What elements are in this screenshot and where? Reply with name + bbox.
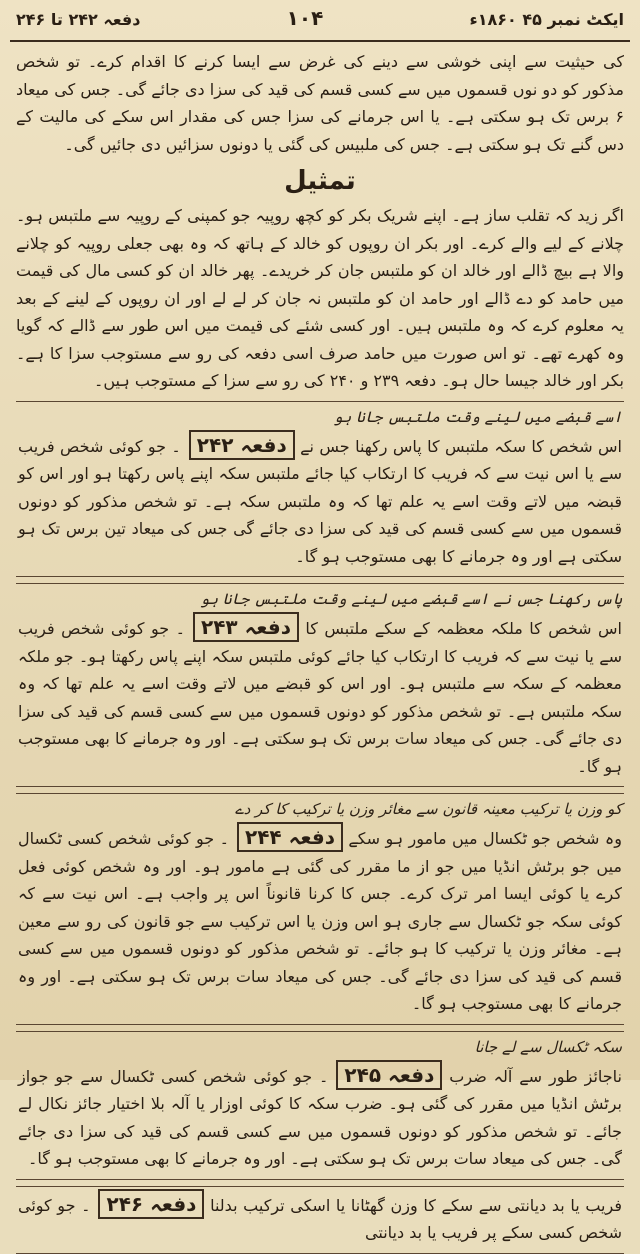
section-number: دفعہ ۲۴۵ xyxy=(336,1060,442,1090)
section-marginal-note: اس شخص کا سکہ ملتبس کا پاس رکھنا جس نے xyxy=(300,436,622,456)
illustration-paragraph: اگر زید کہ تقلب ساز ہے۔ اپنے شریک بکر کو کچھ روپیہ جو کمپنی کے روپیہ سے ملتبس ہو۔ چلانے کے لیے والے کرے۔ اور بکر ان روپوں کو خالد کے ہاتھ کہ وہ بھی جعلی روپیہ کو چلانے والا ہے بیچ ڈالے اور خالد ان کو ملتبس جان کر خریدے۔ پھر خالد ان کو کسی مال کی قیمت میں حامد کو دے ڈالے اور حامد ان کو ملتبس نہ جان کر لے لے اور ان روپوں کے لینے کے بعد یہ معلوم کرے کہ وہ ملتبس ہیں۔ اور کسی شئے کی قیمت میں اس طور سے ڈالے کہ گویا وہ کھرے تھے۔ تو اس صورت میں حامد صرف اسی دفعہ کی رو سے مستوجب سزا کا ہے۔ بکر اور خالد جیسا حال ہو۔ دفعہ ۲۳۹ و ۲۴۰ کی رو سے سزا کے مستوجب ہیں۔ xyxy=(16,206,624,390)
section-block xyxy=(16,1186,624,1254)
section-text: ۔ جو کوئی شخص فریب سے یا نیت سے کہ فریب کا ارتکاب کیا جائے کوئی ملتبس سکہ اپنے پاس رکھتا ہو۔ جو ملکہ معظمہ کے سکہ سے ملتبس ہو۔ اور اس کو قبضے میں لاتے وقت اسے یہ علم تھا کہ وہ سکہ ملتبس ہے۔ تو شخص مذکور کو دونوں قسموں میں سے کسی قسم کی قید کی سزا دی جائے گی۔ جس کی میعاد سات برس تک ہو سکتی ہے۔ اور وہ جرمانے کا بھی مستوجب ہو گا۔ xyxy=(18,619,622,776)
section-block xyxy=(16,793,624,1025)
section-paragraph xyxy=(18,430,622,571)
page-header xyxy=(10,6,630,42)
section-number: دفعہ ۲۴۲ xyxy=(189,430,295,460)
section-marginal-note-continued: کو وزن یا ترکیب معینہ قانون سے مغائر وزن یا ترکیب کا کر دے xyxy=(234,800,622,818)
intro-paragraph: کی حیثیت سے اپنی خوشی سے دینے کی غرض سے ایسا کرنے کا اقدام کرے۔ تو شخص مذکور کو دو نوں قسموں میں سے کسی قسم کی قید کی سزا دی جائے گی۔ جس کی میعاد ۶ برس تک ہو سکتی ہے۔ یا اس جرمانے کی سزا جس کی مقدار اس سکے کی مالیت کے دس گنے تک ہو سکتی ہے۔ جس کی ملبیس کی گئی یا دونوں سزائیں دی جائیں گی۔ xyxy=(16,52,624,154)
section-block xyxy=(16,1031,624,1180)
section-number: دفعہ ۲۴۶ xyxy=(98,1189,204,1219)
section-number: دفعہ ۲۴۴ xyxy=(237,822,343,852)
section-number: دفعہ ۲۴۳ xyxy=(193,612,299,642)
section-marginal-note: اس شخص کا ملکہ معظمہ کے سکے ملتبس کا xyxy=(305,619,622,638)
illustration-heading: تمثیل xyxy=(284,166,356,196)
section-marginal-note-continued: پاس رکھنا جس نے اسے قبضے میں لینے وقت ملتبس جانا ہو xyxy=(200,590,622,608)
section-text: ۔ جو کوئی شخص فریب سے یا اس نیت سے کہ فریب کا ارتکاب کیا جائے ملتبس سکہ اپنے پاس رکھتا ہو اور اس کو قبضہ میں لاتے وقت اسے یہ علم تھا کہ وہ ملتبس سکہ ہے۔ تو شخص مذکور کو دونوں قسموں میں سے کسی قسم کی قید کی سزا دی جائے گی جس کی میعاد تین برس تک ہو سکتی ہے اور وہ جرمانے کا بھی مستوجب ہو گا۔ xyxy=(18,436,622,566)
header-act-title: ایکٹ نمبر ۴۵ ۱۸۶۰ء xyxy=(469,10,624,29)
page-number: ۱۰۴ xyxy=(286,6,324,30)
section-marginal-note-continued: سکہ ٹکسال سے لے جانا xyxy=(474,1037,622,1056)
section-block xyxy=(16,401,624,578)
section-marginal-note: ناجائز طور سے آلہ ضرب xyxy=(449,1066,623,1086)
section-paragraph xyxy=(18,1060,622,1173)
section-paragraph xyxy=(18,822,622,1018)
section-paragraph xyxy=(18,1189,622,1247)
section-paragraph xyxy=(18,612,622,780)
section-marginal-note-continued: اسے قبضے میں لینے وقت ملتبس جانا ہو xyxy=(333,407,622,426)
section-block xyxy=(16,583,624,787)
section-text: ۔ جو کوئی شخص کسی ٹکسال میں جو برٹش انڈیا میں جو از ما مقرر کی گئی ہے مامور ہو۔ اور وہ شخص کوئی فعل کرے یا کوئی ایسا امر ترک کرے۔ جس کا کرنا قانوناً اس پر واجب ہے۔ اس نیت سے کہ کوئی سکہ جو ٹکسال سے جاری ہو اس وزن یا اس ترکیب سے جو قانون کی رو سے معین ہے۔ مغائر وزن یا ترکیب کا ہو جائے۔ تو شخص مذکور کو دونوں قسموں میں سے کسی قسم کی قید کی سزا دی جائے گی۔ جس کی میعاد سات برس تک ہو سکتی ہے۔ اور وہ جرمانے کا بھی مستوجب ہو گا۔ xyxy=(18,829,622,1013)
section-text: ۔ جو کوئی شخص کسی ٹکسال سے جو جواز برٹش انڈیا میں مقرر کی گئی ہو۔ ضرب سکہ کا کوئی اوزار یا آلہ بلا اختیار جائز نکال لے جائے۔ تو شخص مذکور کو دونوں قسموں میں سے کسی قسم کی قید کی سزا دی جائے گی۔ جس کی میعاد سات برس تک ہو سکتی ہے۔ اور وہ جرمانے کا بھی مستوجب ہو گا۔ xyxy=(18,1066,622,1168)
page-body xyxy=(10,42,630,1254)
section-marginal-note: وہ شخص جو ٹکسال میں مامور ہو سکے xyxy=(348,829,622,848)
header-section-range: دفعہ ۲۴۲ تا ۲۴۶ xyxy=(16,10,141,29)
section-marginal-note: فریب یا بد دیانتی سے سکے کا وزن گھٹانا یا اسکی ترکیب بدلنا xyxy=(210,1195,622,1215)
section-text: ۔ جو کوئی شخص کسی سکے پر فریب یا بد دیانتی xyxy=(18,1195,622,1242)
section-list xyxy=(16,401,624,1254)
